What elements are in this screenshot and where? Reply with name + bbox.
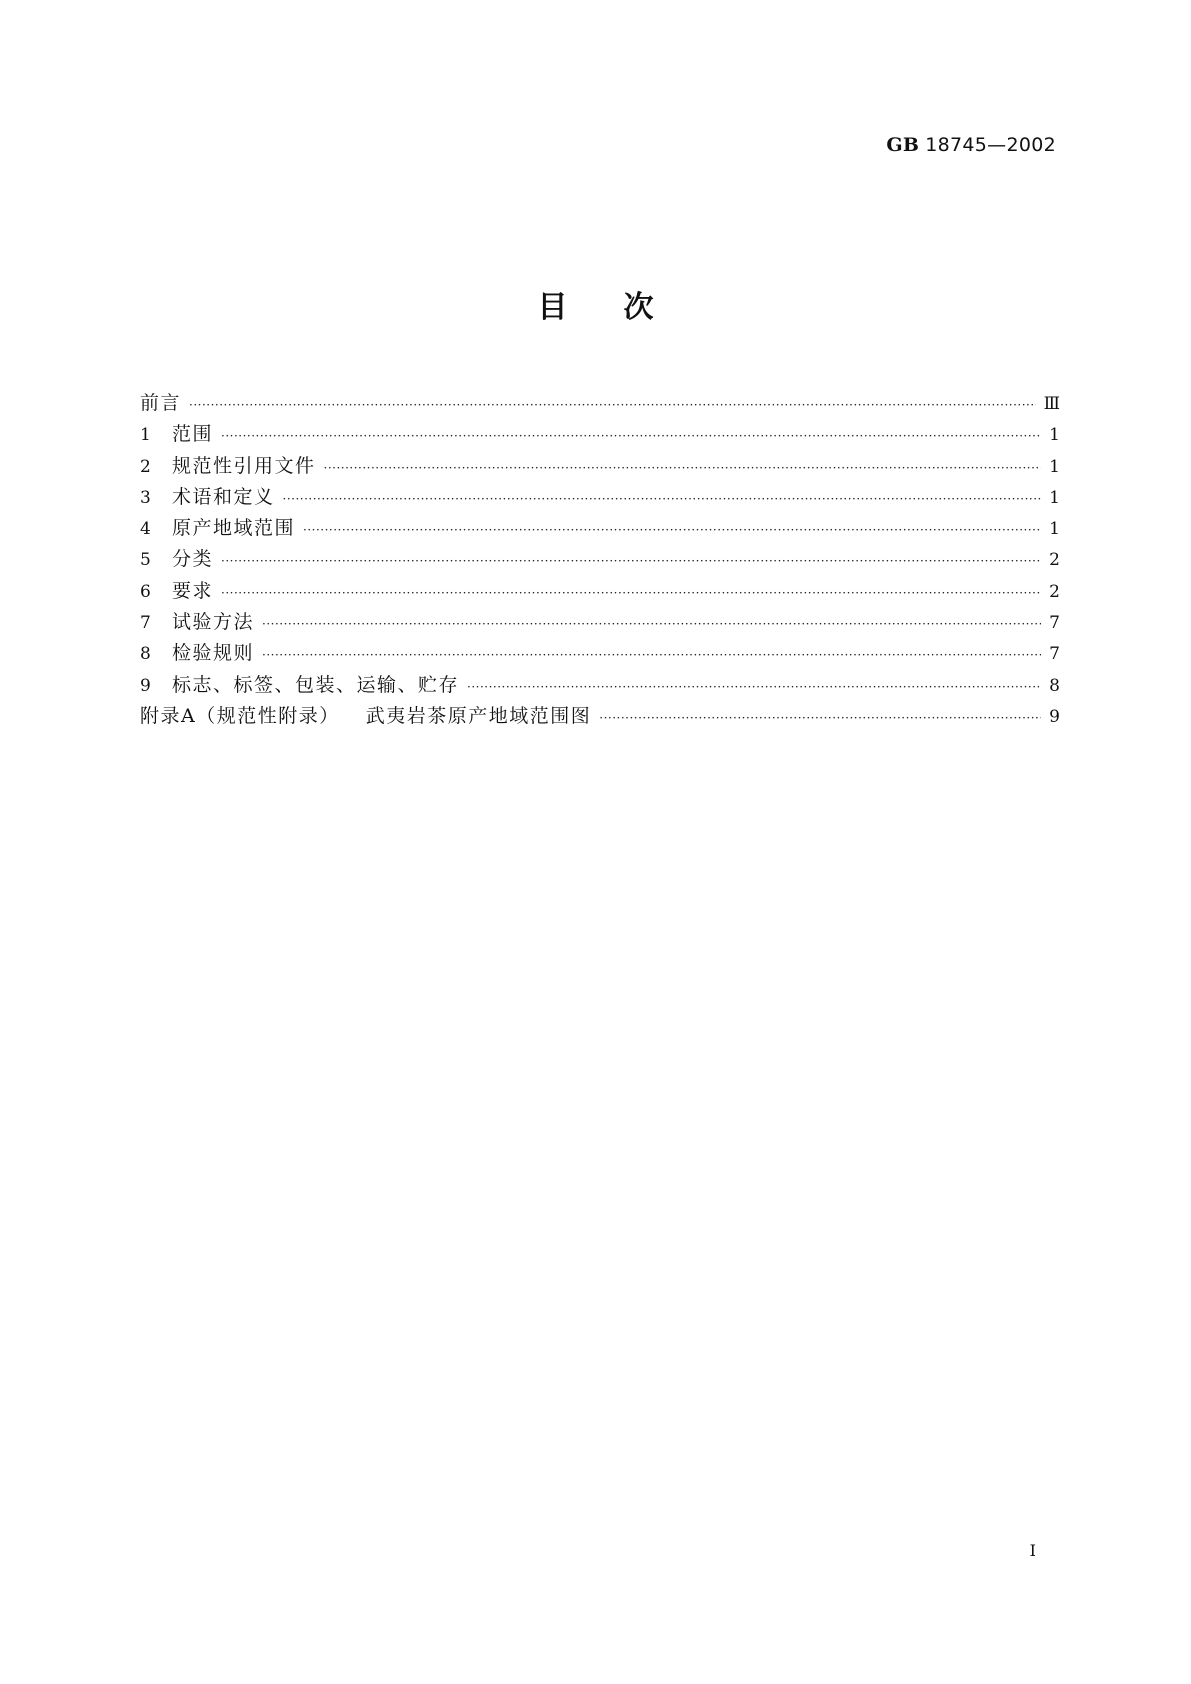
toc-item-page: Ⅲ bbox=[1043, 394, 1060, 414]
toc-item-classification[interactable] bbox=[140, 544, 1060, 575]
toc-item-terms-definitions[interactable] bbox=[140, 482, 1060, 513]
toc-item-normative-references[interactable] bbox=[140, 451, 1060, 482]
toc-leader-dots bbox=[303, 523, 1041, 537]
toc-item-label: 术语和定义 bbox=[172, 485, 275, 508]
toc-item-label: 规范性引用文件 bbox=[172, 454, 316, 477]
toc-leader-dots bbox=[324, 461, 1042, 475]
toc-leader-dots bbox=[221, 554, 1041, 568]
toc-item-page: 2 bbox=[1049, 581, 1060, 602]
toc-item-inspection-rules[interactable] bbox=[140, 638, 1060, 669]
toc-item-page: 1 bbox=[1049, 519, 1060, 540]
toc-item-number: 4 bbox=[140, 519, 151, 540]
toc-item-scope[interactable] bbox=[140, 419, 1060, 450]
toc-item-appendix-a[interactable] bbox=[140, 701, 1060, 732]
toc-item-label: 标志、标签、包装、运输、贮存 bbox=[172, 673, 460, 696]
toc-item-label: 检验规则 bbox=[172, 642, 255, 665]
toc-item-number: 9 bbox=[140, 675, 151, 696]
toc-item-page: 7 bbox=[1049, 613, 1060, 634]
toc-item-label: 试验方法 bbox=[172, 611, 255, 634]
toc-leader-dots bbox=[467, 680, 1041, 694]
toc-leader-dots bbox=[189, 398, 1036, 412]
toc-item-number: 3 bbox=[140, 487, 151, 508]
toc-leader-dots bbox=[221, 586, 1041, 600]
toc-leader-dots bbox=[599, 711, 1041, 725]
toc-item-page: 8 bbox=[1049, 675, 1060, 696]
toc-item-number: 7 bbox=[140, 613, 151, 634]
toc-item-foreword[interactable] bbox=[140, 388, 1060, 419]
toc-leader-dots bbox=[262, 617, 1041, 631]
toc-item-marking-packaging[interactable] bbox=[140, 670, 1060, 701]
page-number: Ⅰ bbox=[1029, 1541, 1036, 1560]
toc-item-page: 2 bbox=[1049, 550, 1060, 571]
toc-item-page: 7 bbox=[1049, 644, 1060, 665]
document-standard-number bbox=[886, 134, 1056, 156]
toc-item-number: 2 bbox=[140, 456, 151, 477]
toc-item-number: 1 bbox=[140, 425, 151, 446]
toc-item-page: 1 bbox=[1049, 425, 1060, 446]
toc-item-label: 原产地域范围 bbox=[172, 517, 296, 540]
toc-item-number: 6 bbox=[140, 581, 151, 602]
standard-number: 18745—2002 bbox=[925, 134, 1056, 156]
toc-leader-dots bbox=[283, 492, 1042, 506]
toc-item-label: 分类 bbox=[172, 548, 214, 571]
toc-item-number: 5 bbox=[140, 550, 151, 571]
toc-item-requirements[interactable] bbox=[140, 576, 1060, 607]
toc-item-label: 要求 bbox=[172, 579, 214, 602]
toc-item-origin-region[interactable] bbox=[140, 513, 1060, 544]
toc-appendix-label: 附录A（规范性附录） bbox=[140, 704, 340, 727]
toc-item-page: 1 bbox=[1049, 487, 1060, 508]
toc-item-page: 9 bbox=[1049, 706, 1060, 727]
toc-item-label: 前言 bbox=[140, 392, 182, 414]
toc-appendix-title: 武夷岩茶原产地域范围图 bbox=[365, 704, 592, 727]
toc-item-number: 8 bbox=[140, 644, 151, 665]
toc-leader-dots bbox=[221, 429, 1041, 443]
toc-item-label: 范围 bbox=[172, 423, 214, 446]
standard-prefix: GB bbox=[886, 134, 920, 156]
toc-item-test-methods[interactable] bbox=[140, 607, 1060, 638]
toc-item-page: 1 bbox=[1049, 456, 1060, 477]
toc-leader-dots bbox=[262, 648, 1041, 662]
table-of-contents bbox=[140, 388, 1060, 732]
page-title: 目次 bbox=[537, 290, 710, 325]
